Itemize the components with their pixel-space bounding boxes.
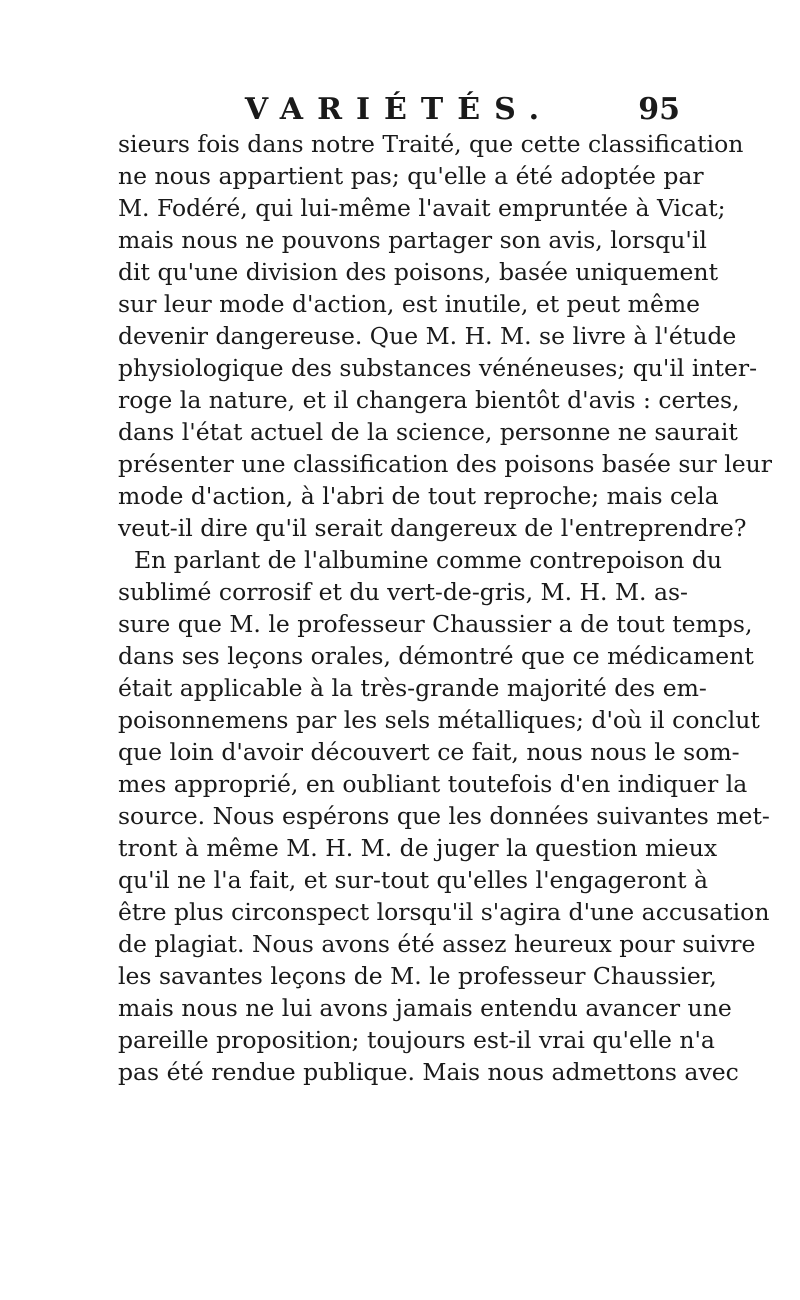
text-line: poisonnemens par les sels métalliques; d'où il conclut xyxy=(118,706,760,734)
text-line: source. Nous espérons que les données suivantes met- xyxy=(118,802,770,830)
text-line: dans l'état actuel de la science, personne ne saurait xyxy=(118,418,738,446)
text-line: tront à même M. H. M. de juger la question mieux xyxy=(118,834,718,862)
text-line: dit qu'une division des poisons, basée uniquement xyxy=(118,258,719,286)
text-line: M. Fodéré, qui lui-même l'avait empruntée à Vicat; xyxy=(118,194,726,222)
paragraph-start-line: En parlant de l'albumine comme contrepoison du xyxy=(134,546,723,574)
text-line: de plagiat. Nous avons été assez heureux pour suivre xyxy=(118,930,756,958)
body-text xyxy=(118,128,773,1088)
text-line: sure que M. le professeur Chaussier a de tout temps, xyxy=(118,610,753,638)
text-line: mes approprié, en oubliant toutefois d'en indiquer la xyxy=(118,770,748,798)
text-line: être plus circonspect lorsqu'il s'agira d'une accusation xyxy=(118,898,770,926)
text-line: mais nous ne pouvons partager son avis, lorsqu'il xyxy=(118,226,707,254)
text-line: que loin d'avoir découvert ce fait, nous nous le som- xyxy=(118,738,740,766)
text-line: sur leur mode d'action, est inutile, et peut même xyxy=(118,290,701,318)
text-line: présenter une classification des poisons basée sur leur xyxy=(118,450,773,478)
text-line: sublimé corrosif et du vert-de-gris, M. H. M. as- xyxy=(118,578,689,606)
page-number: 95 xyxy=(638,92,680,127)
text-line: pareille proposition; toujours est-il vrai qu'elle n'a xyxy=(118,1026,715,1054)
text-line: pas été rendue publique. Mais nous admettons avec xyxy=(118,1058,739,1086)
text-line: sieurs fois dans notre Traité, que cette classification xyxy=(118,130,744,158)
text-line: physiologique des substances vénéneuses; qu'il inter- xyxy=(118,354,758,382)
text-line: veut-il dire qu'il serait dangereux de l'entreprendre? xyxy=(118,514,747,542)
running-head xyxy=(118,92,680,132)
text-line: ne nous appartient pas; qu'elle a été adoptée par xyxy=(118,162,704,190)
text-line: mais nous ne lui avons jamais entendu avancer une xyxy=(118,994,732,1022)
text-line: mode d'action, à l'abri de tout reproche; mais cela xyxy=(118,482,719,510)
text-line: était applicable à la très-grande majorité des em- xyxy=(118,674,707,702)
running-title: VARIÉTÉS. xyxy=(244,92,554,127)
text-line: devenir dangereuse. Que M. H. M. se livre à l'étude xyxy=(118,322,737,350)
text-line: les savantes leçons de M. le professeur Chaussier, xyxy=(118,962,717,990)
text-line: roge la nature, et il changera bientôt d'avis : certes, xyxy=(118,386,740,414)
text-line: dans ses leçons orales, démontré que ce médicament xyxy=(118,642,754,670)
text-line: qu'il ne l'a fait, et sur-tout qu'elles l'engageront à xyxy=(118,866,709,894)
